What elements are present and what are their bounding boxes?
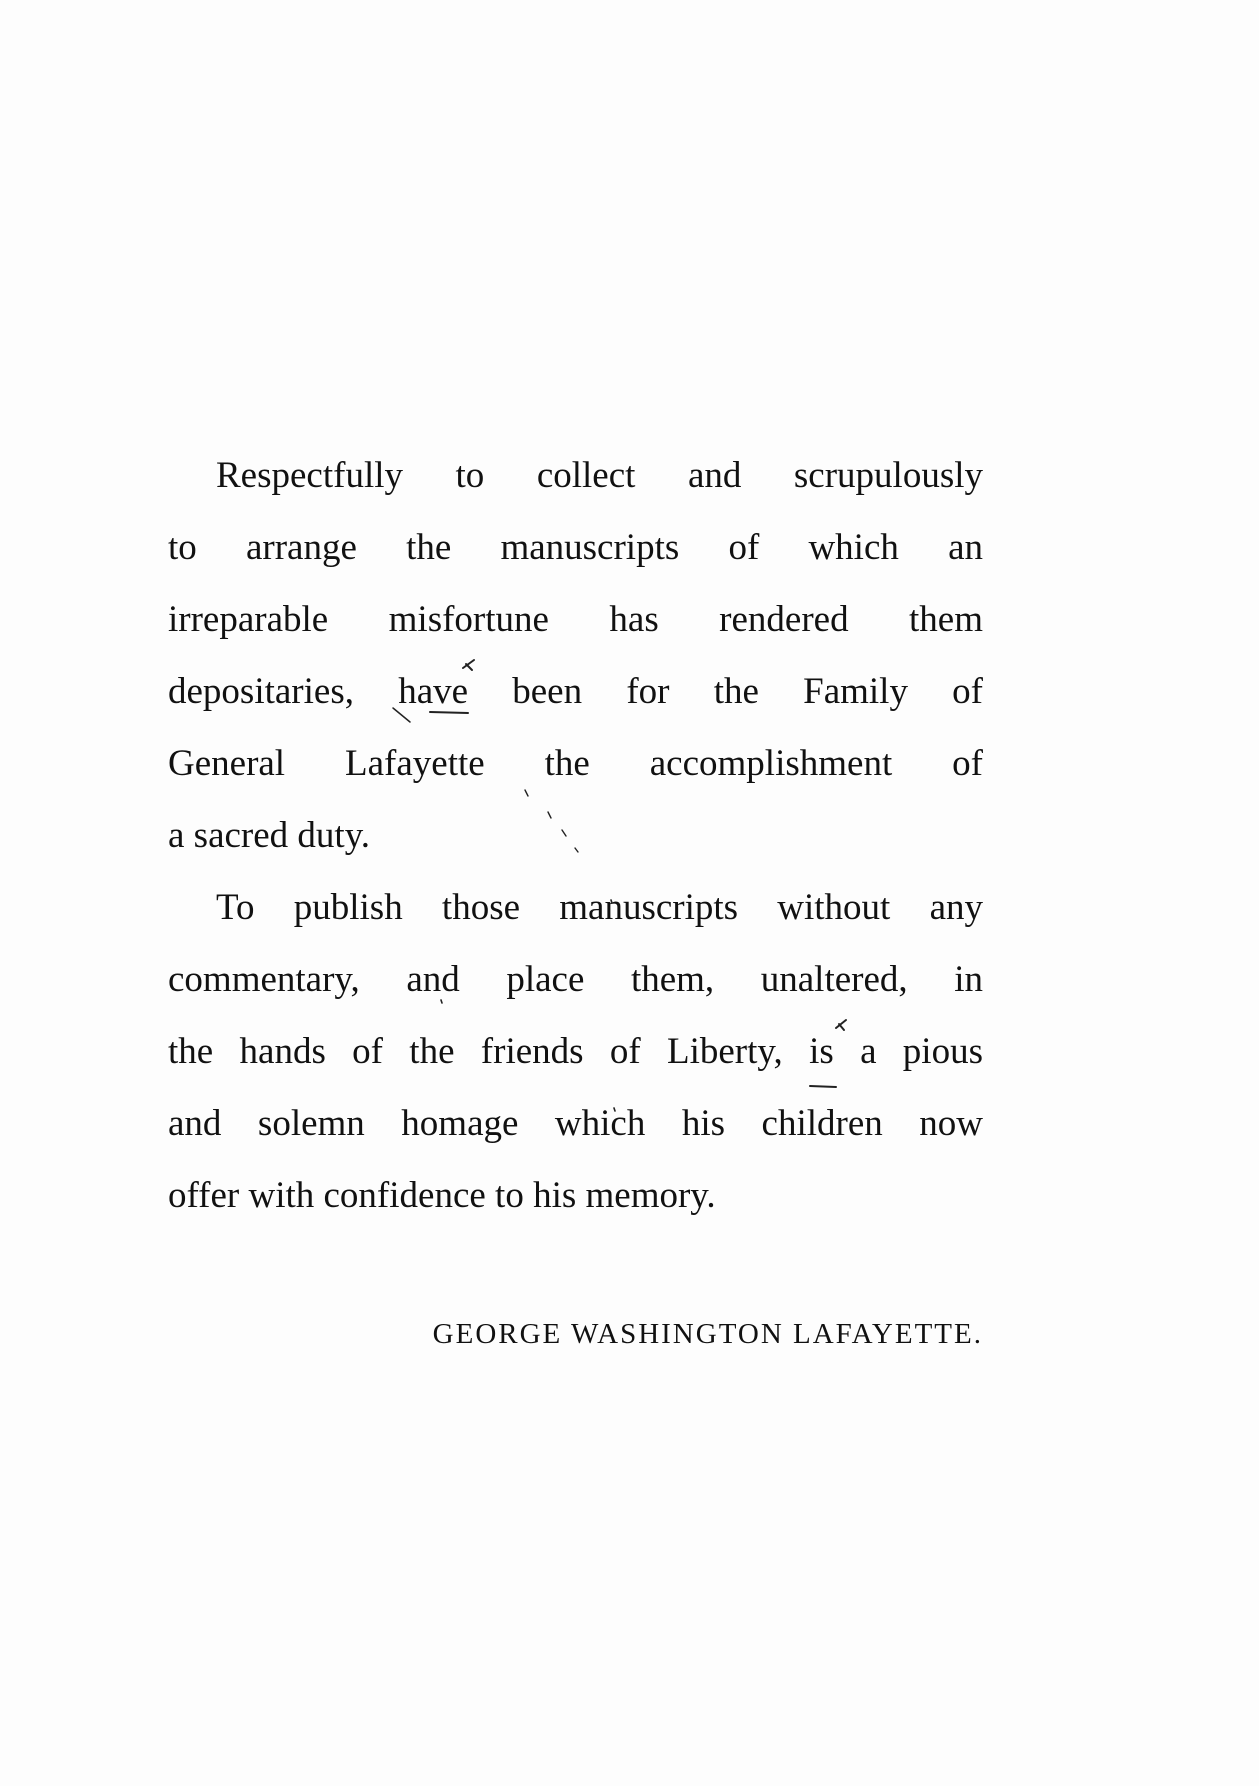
text-line: commentary, and place them, unaltered, in — [168, 959, 983, 1000]
text-line: irreparable misfortune has rendered them — [168, 599, 983, 640]
text-line: to arrange the manuscripts of which an — [168, 527, 983, 568]
text-line: offer with confidence to his memory. — [168, 1175, 716, 1216]
text-line: General Lafayette the accomplishment of — [168, 743, 983, 784]
text-line: a sacred duty. — [168, 815, 371, 856]
dedication-text — [168, 440, 983, 1232]
text-line: the hands of the friends of Liberty, is a pious — [168, 1031, 983, 1072]
signature: GEORGE WASHINGTON LAFAYETTE. — [432, 1318, 983, 1350]
text-line: and solemn homage which his children now — [168, 1103, 983, 1144]
text-line: To publish those manuscripts without any — [216, 887, 983, 928]
paragraph-1 — [168, 440, 983, 872]
text-line: Respectfully to collect and scrupulously — [216, 455, 983, 496]
text-line: depositaries, have been for the Family of — [168, 671, 983, 712]
paragraph-2 — [168, 872, 983, 1232]
